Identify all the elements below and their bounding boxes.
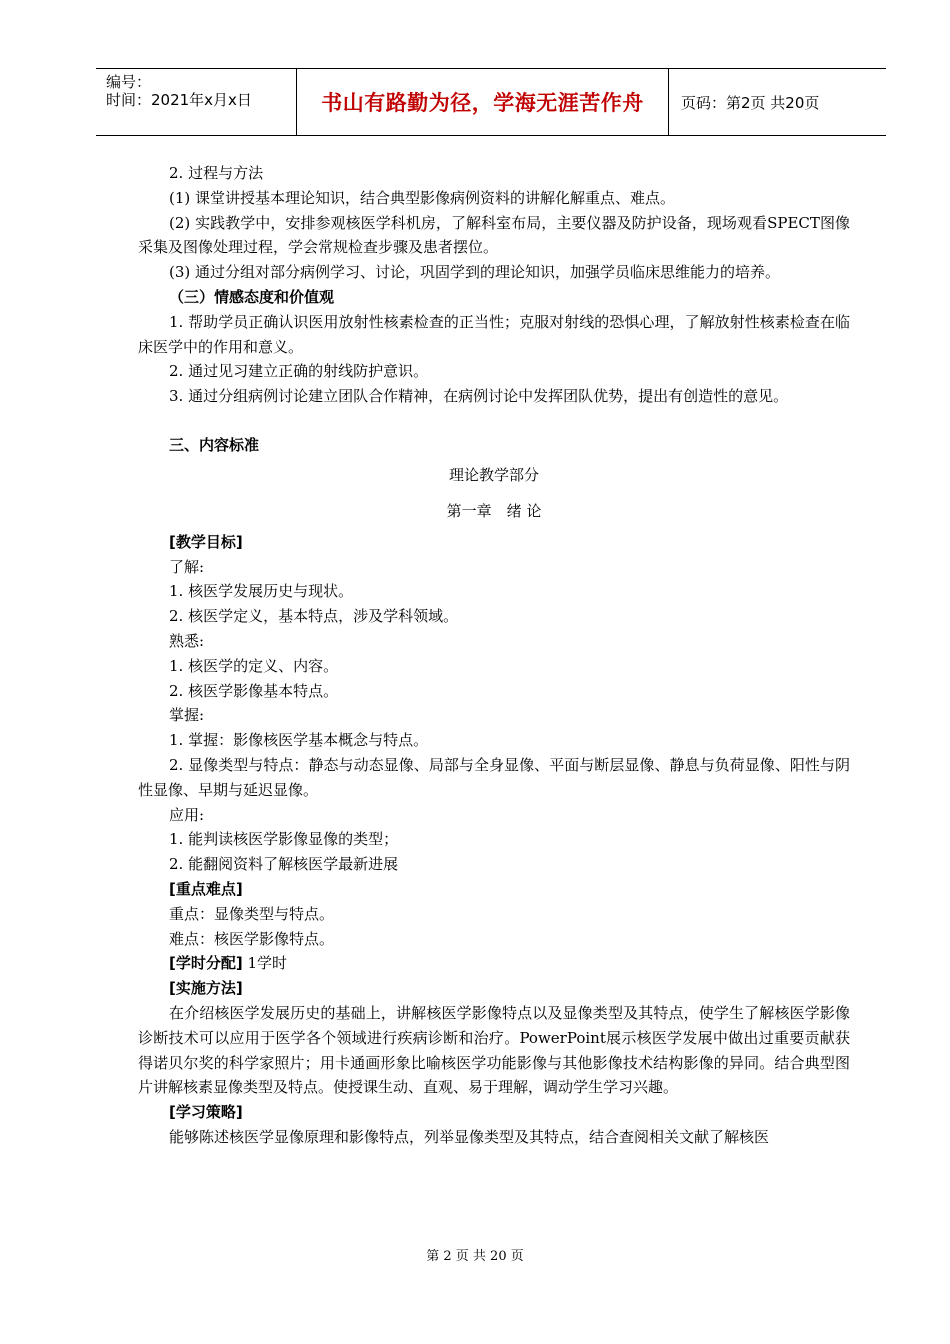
strategy-heading: [学习策略]: [169, 1103, 243, 1122]
content-standard-title: 三、内容标准: [169, 435, 260, 454]
strategy-text: 能够陈述核医学显像原理和影像特点，列举显像类型及其特点，结合查阅相关文献了解核医: [169, 1127, 770, 1146]
difficult-point: 难点：核医学影像特点。: [169, 929, 335, 948]
apply-item-1: 1. 能判读核医学影像显像的类型；: [169, 830, 399, 849]
process-item-2: (2) 实践教学中，安排参观核医学科机房，了解科室布局，主要仪器及防护设备，现场观看SPECT图像采集及图像处理过程，学会常规检查步骤及患者摆位。: [138, 213, 850, 257]
chapter-title: 第一章 绪 论: [446, 501, 542, 520]
key-point: 重点：显像类型与特点。: [169, 904, 335, 923]
apply-item-2: 2. 能翻阅资料了解核医学最新进展: [169, 855, 399, 874]
know-label: 了解:: [169, 557, 205, 576]
method-heading: [实施方法]: [169, 979, 243, 998]
affect-title: （三）情感态度和价值观: [169, 287, 335, 306]
familiar-label: 熟悉:: [169, 631, 205, 650]
number-label: 编号：: [106, 73, 152, 91]
goal-heading: [教学目标]: [169, 532, 243, 551]
master-item-2: 2. 显像类型与特点：静态与动态显像、局部与全身显像、平面与断层显像、静息与负荷显像、阳性与阴性显像、早期与延迟显像。: [138, 755, 850, 799]
hours-value: 1学时: [242, 954, 288, 973]
process-title: 2. 过程与方法: [169, 164, 264, 182]
familiar-item-1: 1. 核医学的定义、内容。: [169, 656, 339, 675]
master-item-1: 1. 掌握：影像核医学基本概念与特点。: [169, 731, 429, 750]
page-footer: 第 2 页 共 20 页: [426, 1249, 524, 1264]
header-page-code: 页码：第2页 共20页: [681, 93, 820, 112]
affect-item-3: 3. 通过分组病例讨论建立团队合作精神，在病例讨论中发挥团队优势，提出有创造性的意见。: [169, 387, 789, 406]
method-text: 在介绍核医学发展历史的基础上，讲解核医学影像特点以及显像类型及其特点，使学生了解核医学影像诊断技术可以应用于医学各个领域进行疾病诊断和治疗。PowerPoint展示核医学发展中做出过重要贡献获得诺贝尔奖的科学家照片；用卡通画形象比喻核医学功能影像与其他影像技术结构影像的异同。结合典型图片讲解核素显像类型及特点。使授课生动、直观、易于理解，调动学生学习兴趣。: [138, 1003, 850, 1097]
key-heading: [重点难点]: [169, 879, 243, 898]
affect-item-2: 2. 通过见习建立正确的射线防护意识。: [169, 362, 429, 381]
time-label: 时间：2021年x月x日: [106, 91, 252, 109]
familiar-item-2: 2. 核医学影像基本特点。: [169, 681, 339, 700]
know-item-2: 2. 核医学定义，基本特点，涉及学科领域。: [169, 607, 459, 626]
document-body: [138, 161, 850, 1150]
page-header: [96, 68, 886, 136]
apply-label: 应用:: [169, 805, 205, 824]
know-item-1: 1. 核医学发展历史与现状。: [169, 582, 354, 601]
part-title: 理论教学部分: [448, 465, 539, 484]
header-motto: 书山有路勤为径，学海无涯苦作舟: [297, 69, 669, 135]
affect-item-1: 1. 帮助学员正确认识医用放射性核素检查的正当性；克服对射线的恐惧心理，了解放射性核素检查在临床医学中的作用和意义。: [138, 312, 850, 356]
hours-line: [138, 951, 850, 976]
header-meta-cell: [96, 69, 297, 135]
process-item-1: (1) 课堂讲授基本理论知识，结合典型影像病例资料的讲解化解重点、难点。: [169, 188, 676, 207]
master-label: 掌握:: [169, 706, 205, 725]
process-item-3: (3) 通过分组对部分病例学习、讨论，巩固学到的理论知识，加强学员临床思维能力的培养。: [169, 263, 781, 282]
hours-heading: [学时分配]: [169, 954, 243, 973]
